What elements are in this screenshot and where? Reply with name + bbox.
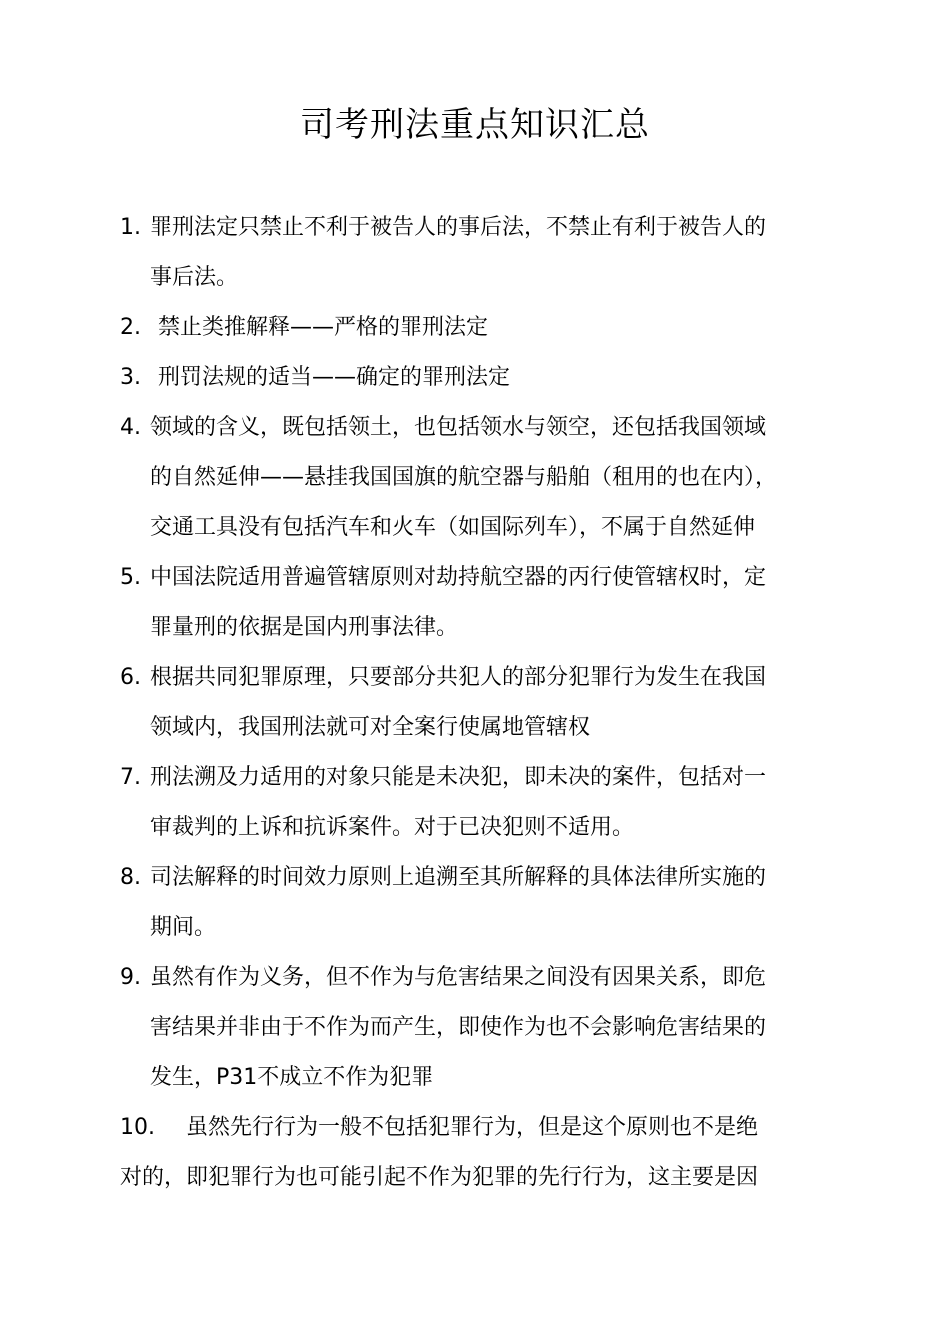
document-title: 司考刑法重点知识汇总 [300, 105, 650, 145]
item-text [150, 953, 850, 1103]
item-text [158, 303, 858, 353]
item-line: 害结果并非由于不作为而产生，即使作为也不会影响危害结果的 [150, 1015, 767, 1040]
item-line: 罪刑法定只禁止不利于被告人的事后法，不禁止有利于被告人的 [150, 215, 767, 240]
item-number: 6. [120, 665, 141, 690]
item-line: 的自然延伸——悬挂我国国旗的航空器与船舶（租用的也在内）， [150, 465, 778, 490]
item-line: 交通工具没有包括汽车和火车（如国际列车），不属于自然延伸 [150, 515, 756, 540]
item-continuation-line: 对的，即犯罪行为也可能引起不作为犯罪的先行行为，这主要是因 [120, 1165, 759, 1190]
item-number: 5. [120, 565, 141, 590]
item-line: 虽然有作为义务，但不作为与危害结果之间没有因果关系，即危 [150, 965, 767, 990]
item-text [150, 203, 850, 303]
item-line: 发生，P31不成立不作为犯罪 [150, 1065, 434, 1090]
item-number: 8. [120, 865, 141, 890]
item-number: 2. [120, 315, 141, 340]
item-line: 禁止类推解释——严格的罪刑法定 [158, 315, 489, 340]
item-text [158, 353, 858, 403]
item-line: 虽然先行行为一般不包括犯罪行为，但是这个原则也不是绝 [186, 1115, 759, 1140]
item-line: 根据共同犯罪原理，只要部分共犯人的部分犯罪行为发生在我国 [150, 665, 767, 690]
item-line: 审裁判的上诉和抗诉案件。对于已决犯则不适用。 [150, 815, 635, 840]
item-text [150, 853, 850, 953]
item-text [150, 753, 850, 853]
item-line: 事后法。 [150, 265, 239, 290]
item-number: 4. [120, 415, 141, 440]
item-line: 罪量刑的依据是国内刑事法律。 [150, 615, 459, 640]
item-line: 刑法溯及力适用的对象只能是未决犯，即未决的案件，包括对一 [150, 765, 767, 790]
item-line: 期间。 [150, 915, 217, 940]
item-text [150, 403, 850, 553]
item-number: 9. [120, 965, 141, 990]
item-text [150, 653, 850, 753]
item-line: 领域内，我国刑法就可对全案行使属地管辖权 [150, 715, 591, 740]
item-number: 10. [120, 1115, 155, 1140]
item-text [150, 553, 850, 653]
item-number: 7. [120, 765, 141, 790]
item-line: 中国法院适用普遍管辖原则对劫持航空器的丙行使管辖权时，定 [150, 565, 767, 590]
item-line: 司法解释的时间效力原则上追溯至其所解释的具体法律所实施的 [150, 865, 767, 890]
item-text [186, 1103, 886, 1153]
item-line: 刑罚法规的适当——确定的罪刑法定 [158, 365, 511, 390]
item-line: 领域的含义，既包括领土，也包括领水与领空，还包括我国领域 [150, 415, 767, 440]
item-number: 3. [120, 365, 141, 390]
item-number: 1. [120, 215, 141, 240]
